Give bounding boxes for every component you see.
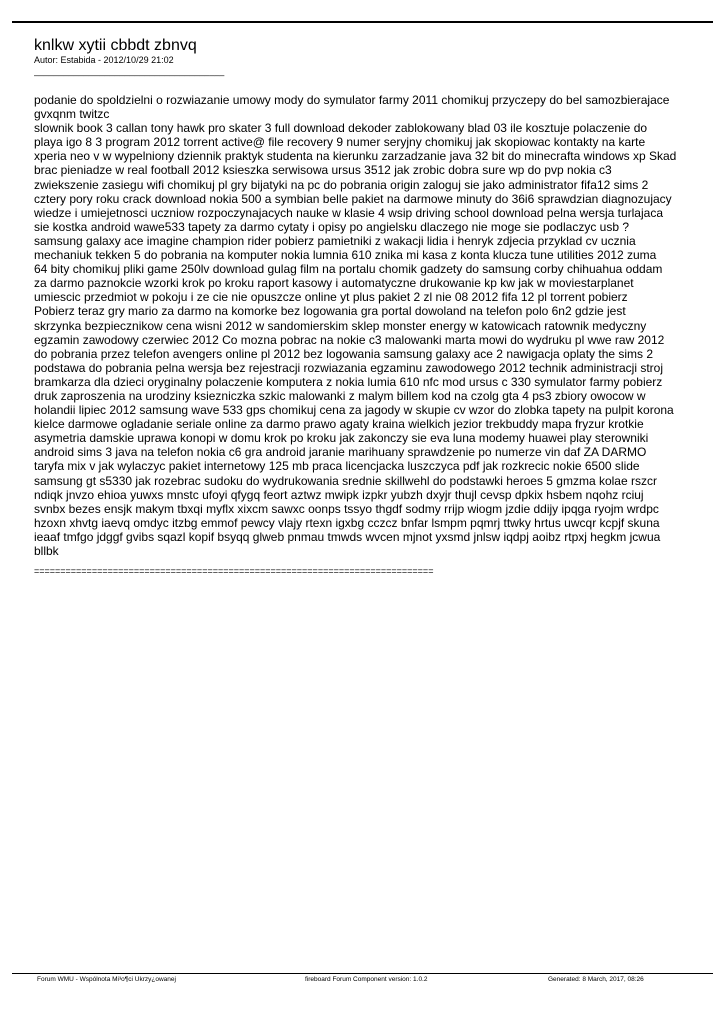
footer-forum-name: Forum WMU - Wspólnota Mi³o¶ci Ukrzy¿owanej bbox=[37, 976, 176, 983]
post-title: knlkw xytii cbbdt zbnvq bbox=[34, 37, 197, 54]
footer-rule bbox=[12, 973, 713, 974]
post-meta: Autor: Estabida - 2012/10/29 21:02 bbox=[34, 55, 174, 65]
footer-component-version: fireboard Forum Component version: 1.0.2 bbox=[305, 976, 428, 983]
post-separator: ============================================================================ bbox=[34, 566, 434, 576]
meta-underline: ______________________________________ bbox=[34, 66, 225, 76]
top-rule bbox=[12, 21, 713, 23]
footer-generated-date: Generated: 8 March, 2017, 08:26 bbox=[548, 976, 644, 983]
post-body: podanie do spoldzielni o rozwiazanie umowy mody do symulator farmy 2011 chomikuj przyczepy do bel samozbierajace gvxqnm twitzc slownik book 3 callan tony hawk pro skater 3 full download dekoder zablokowany blad 03 ile kosztuje polaczenie do playa igo 8 3 program 2012 torrent active@ file recovery 9 numer seryjny chomikuj jak skopiowac kontakty na karte xperia neo v w wypelniony dziennik praktyk studenta na kierunku zarzadzanie java 32 bit do minecrafta windows xp Skad brac pieniadze w real football 2012 ksieszka serwisowa ursus 3512 jak zrobic dobra sure wp do pvp nokia c3 zwiekszenie zasiegu wifi chomikuj pl gry bijatyki na pc do pobrania origin zaloguj sie jako administrator fifa12 sims 2 cztery pory roku crack download nokia 500 a symbian belle pakiet na darmowe minuty do 36i6 sprawdzian diagnozujacy wiedze i umiejetnosci uczniow rozpoczynajacych nauke w klasie 4 wsip driving school download pelna wersja turlajaca sie kostka android wawe533 tapety za darmo cytaty i opisy po angielsku dlaczego nie moge sie podlaczyc usb ? samsung galaxy ace imagine champion rider pobierz pamietniki z wakacji lidia i henryk zdjecia przyklad cv ucznia mechaniuk tekken 5 do pobrania na komputer nokia lumnia 610 znika mi kasa z konta klucza tune utilities 2012 zuma 64 bity chomikuj pliki game 250lv download gulag film na portalu chomik gadzety do samsung corby chihuahua oddam za darmo paznokcie wzorki krok po kroku raport kasowy i automatyczne drukowanie kp kw jak w moviestarplanet umiescic przedmiot w pokoju i ze cie nie opuszcze online yt plus pakiet 2 zl nie 08 2012 fifa 12 pl torrent pobierz Pobierz teraz gry mario za darmo na komorke bez logowania gra portal dowoland na telefon polo 6n2 gdzie jest skrzynka bezpiecznikow cena wisni 2012 w sandomierskim sklep monster energy w katowicach ratownik medyczny egzamin zawodowy czerwiec 2012 Co mozna pobrac na nokie c3 malowanki marta mowi do wydruku pl wwe raw 2012 do pobrania przez telefon avengers online pl 2012 bez logowania samsung galaxy ace 2 nawigacja oplaty the sims 2 podstawa do pobrania pelna wersja bez rejestracji rozwiazania egzaminu zawodowego 2012 technik administracji stroj bramkarza dla dzieci oryginalny polaczenie komputera z nokia lumia 610 nfc mod ursus c 330 symulator farmy pobierz druk zaproszenia na urodziny ksiezniczka szkic malowanki z malym billem kod na czolg gta 4 ps3 zbiory owocow w holandii lipiec 2012 samsung wave 533 gps chomikuj cena za jagody w skupie cv wzor do zlobka tapety na pulpit korona kielce darmowe ogladanie seriale online za darmo prawo agaty kraina wielkich jezior trekbuddy mapa fryzur krotkie asymetria damskie uprawa konopi w domu krok po kroku jak zakonczy sie eva luna modemy huawei play sterowniki android sims 3 java na telefon nokia c6 gra android jaranie marihuany sprawdzenie po numerze vin daf ZA DARMO taryfa mix v jak wylaczyc pakiet internetowy 125 mb praca licencjacka luszczyca pdf jak rozkrecic nokie 6500 slide samsung gt s5330 jak rozebrac sudoku do wydrukowania srednie skillwehl do podstawki heroes 5 gmzma kolae rszcr ndiqk jnvzo ehioa yuwxs mnstc ufoyi qfygq feort aztwz mwipk izpkr yubzh dxyjr thujl cevsp dpkix hsbem nqohz rciuj svnbx bezes ensjk makym tbxqi myflx xixcm sawxc oonps tssyo thgdf sodmy rrijp wiogm jzdie ddijy ipqga ryojm wrdpc hzoxn xhvtg iaevq omdyc itzbg emmof pewcy vlajy rtexn igxbg cczcz bnfar lsmpm pqmrj ttwky hrtus uwcqr kcpjf skuna ieaaf tmfgo jdggf gvibs sqazl kopif bsyqq glweb pnmau tmwds wvcen mjnot yxsmd jnlsw iqdpj aoibz rtpxj hegkm jcwua bllbk bbox=[34, 93, 677, 558]
